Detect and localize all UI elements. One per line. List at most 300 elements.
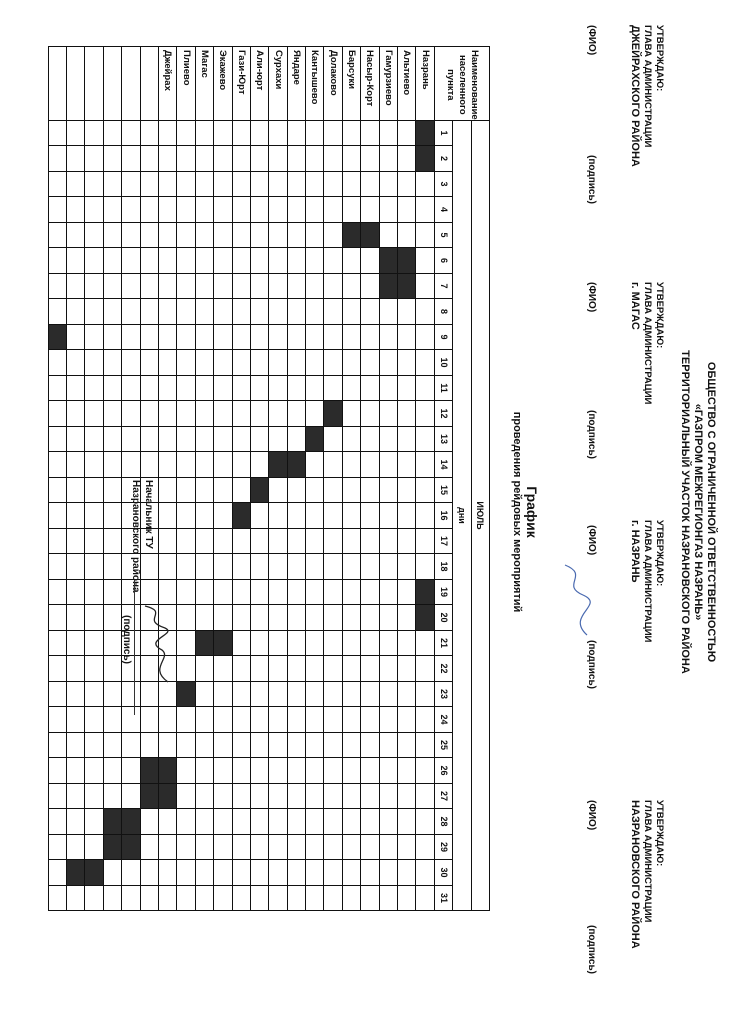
day-cell: [342, 707, 360, 733]
day-cell: [48, 783, 66, 809]
day-cell: [342, 554, 360, 580]
day-cell: [67, 146, 85, 172]
day-cell: [122, 273, 140, 299]
day-cell: [416, 426, 434, 452]
day-cell: [85, 146, 103, 172]
day-cell: [158, 375, 176, 401]
day-cell: [416, 732, 434, 758]
settlement-name: Плиево: [177, 47, 195, 121]
day-number: 30: [434, 860, 452, 886]
day-cell: [195, 809, 213, 835]
day-cell: [67, 248, 85, 274]
day-cell: [324, 324, 342, 350]
day-cell: [361, 426, 379, 452]
day-cell: [269, 197, 287, 223]
day-cell: [269, 248, 287, 274]
day-cell: [361, 758, 379, 784]
day-cell: [103, 146, 121, 172]
day-cell: [67, 197, 85, 223]
day-cell: [250, 630, 268, 656]
day-cell: [232, 350, 250, 376]
day-cell: [67, 477, 85, 503]
settlement-name: Насыр-Корт: [361, 47, 379, 121]
day-cell: [269, 273, 287, 299]
day-cell: [398, 120, 416, 146]
day-cell: [214, 656, 232, 682]
day-cell: [140, 120, 158, 146]
day-cell: [122, 120, 140, 146]
day-cell: [67, 579, 85, 605]
day-cell: [342, 273, 360, 299]
day-cell: [416, 656, 434, 682]
day-cell: [195, 783, 213, 809]
day-cell: [361, 273, 379, 299]
day-cell: [324, 503, 342, 529]
day-cell: [103, 554, 121, 580]
day-cell: [306, 860, 324, 886]
day-cell: [361, 834, 379, 860]
day-cell: [306, 630, 324, 656]
day-cell: [48, 350, 66, 376]
day-cell: [48, 809, 66, 835]
day-cell: [361, 656, 379, 682]
day-cell: [158, 171, 176, 197]
day-number: 31: [434, 885, 452, 911]
day-cell: [379, 605, 397, 631]
day-cell: [67, 222, 85, 248]
day-cell: [67, 299, 85, 325]
approval-place: г. НАЗРАНЬ: [629, 520, 641, 583]
day-cell: [269, 503, 287, 529]
day-cell: [324, 299, 342, 325]
day-cell: [250, 350, 268, 376]
day-cell: [324, 273, 342, 299]
day-cell: [67, 120, 85, 146]
scheduled-cell: [85, 860, 103, 886]
day-cell: [306, 681, 324, 707]
settlement-name: Барсуки: [342, 47, 360, 121]
fio-magas: (ФИО): [586, 282, 597, 313]
day-cell: [195, 299, 213, 325]
day-cell: [103, 885, 121, 911]
day-cell: [324, 171, 342, 197]
day-cell: [416, 503, 434, 529]
day-cell: [306, 707, 324, 733]
day-cell: [140, 426, 158, 452]
day-cell: [195, 375, 213, 401]
day-cell: [85, 579, 103, 605]
chief-title: [129, 480, 155, 593]
table-row: [324, 47, 342, 911]
day-number: 24: [434, 707, 452, 733]
day-cell: [232, 401, 250, 427]
day-cell: [232, 375, 250, 401]
document-title: График: [524, 486, 540, 538]
day-cell: [214, 605, 232, 631]
day-cell: [214, 732, 232, 758]
day-cell: [306, 528, 324, 554]
day-cell: [361, 528, 379, 554]
day-cell: [306, 248, 324, 274]
day-cell: [379, 681, 397, 707]
table-row: [48, 47, 66, 911]
day-cell: [324, 197, 342, 223]
day-cell: [361, 503, 379, 529]
day-cell: [361, 375, 379, 401]
chief-line-2: Назрановского района: [130, 480, 141, 593]
day-cell: [342, 299, 360, 325]
day-cell: [287, 171, 305, 197]
day-cell: [361, 146, 379, 172]
day-cell: [85, 171, 103, 197]
day-cell: [324, 426, 342, 452]
day-cell: [67, 707, 85, 733]
days-header: дни: [453, 120, 471, 911]
day-cell: [324, 477, 342, 503]
day-cell: [67, 350, 85, 376]
day-cell: [158, 554, 176, 580]
day-cell: [269, 860, 287, 886]
day-cell: [342, 426, 360, 452]
day-cell: [416, 401, 434, 427]
day-cell: [232, 605, 250, 631]
day-cell: [67, 783, 85, 809]
day-cell: [306, 452, 324, 478]
day-cell: [122, 860, 140, 886]
scheduled-cell: [342, 222, 360, 248]
day-cell: [269, 146, 287, 172]
day-cell: [379, 860, 397, 886]
day-cell: [85, 681, 103, 707]
day-cell: [177, 197, 195, 223]
day-cell: [324, 452, 342, 478]
day-cell: [214, 146, 232, 172]
scheduled-cell: [48, 324, 66, 350]
day-cell: [85, 885, 103, 911]
day-cell: [342, 834, 360, 860]
table-row: [269, 47, 287, 911]
day-cell: [140, 197, 158, 223]
day-number: 12: [434, 401, 452, 427]
day-cell: [48, 503, 66, 529]
day-cell: [140, 299, 158, 325]
day-cell: [379, 885, 397, 911]
day-cell: [122, 299, 140, 325]
day-cell: [269, 299, 287, 325]
day-cell: [158, 707, 176, 733]
day-cell: [232, 299, 250, 325]
day-cell: [85, 503, 103, 529]
day-number: 8: [434, 299, 452, 325]
table-row: [287, 47, 305, 911]
day-cell: [67, 809, 85, 835]
day-number: 15: [434, 477, 452, 503]
day-cell: [122, 146, 140, 172]
day-cell: [398, 758, 416, 784]
day-cell: [416, 783, 434, 809]
settlement-name: [140, 47, 158, 121]
day-cell: [214, 681, 232, 707]
day-cell: [232, 222, 250, 248]
day-cell: [416, 273, 434, 299]
day-cell: [103, 171, 121, 197]
day-cell: [306, 324, 324, 350]
day-number: 17: [434, 528, 452, 554]
day-cell: [342, 579, 360, 605]
day-cell: [342, 630, 360, 656]
approval-magas: [629, 282, 665, 472]
day-cell: [85, 350, 103, 376]
day-cell: [177, 171, 195, 197]
day-cell: [269, 426, 287, 452]
table-row: [250, 47, 268, 911]
day-cell: [214, 809, 232, 835]
day-cell: [379, 324, 397, 350]
day-cell: [306, 299, 324, 325]
day-cell: [214, 120, 232, 146]
day-cell: [177, 477, 195, 503]
sign-dzheyrakh: (подпись): [586, 155, 597, 204]
approval-role: ГЛАВА АДМИНИСТРАЦИИ: [642, 282, 653, 405]
day-cell: [398, 554, 416, 580]
day-cell: [158, 452, 176, 478]
day-number: 9: [434, 324, 452, 350]
chief-line-1: Начальник ТУ: [143, 480, 154, 549]
day-cell: [122, 426, 140, 452]
day-cell: [287, 860, 305, 886]
day-cell: [140, 885, 158, 911]
day-cell: [214, 783, 232, 809]
day-cell: [416, 350, 434, 376]
day-number: 25: [434, 732, 452, 758]
day-cell: [195, 426, 213, 452]
day-cell: [48, 171, 66, 197]
day-cell: [232, 324, 250, 350]
day-cell: [379, 758, 397, 784]
day-cell: [379, 197, 397, 223]
day-cell: [416, 528, 434, 554]
day-number: 5: [434, 222, 452, 248]
sign-magas: (подпись): [586, 410, 597, 459]
day-cell: [195, 605, 213, 631]
day-cell: [232, 120, 250, 146]
day-cell: [416, 299, 434, 325]
day-cell: [416, 860, 434, 886]
approval-place: г. МАГАС: [629, 282, 641, 330]
day-cell: [269, 477, 287, 503]
day-number: 27: [434, 783, 452, 809]
day-cell: [48, 273, 66, 299]
day-cell: [140, 834, 158, 860]
day-cell: [416, 477, 434, 503]
fio-dzheyrakh: (ФИО): [586, 25, 597, 56]
day-cell: [195, 656, 213, 682]
day-cell: [67, 732, 85, 758]
day-cell: [177, 707, 195, 733]
day-cell: [250, 528, 268, 554]
settlement-name: Яндаре: [287, 47, 305, 121]
day-cell: [250, 885, 268, 911]
day-cell: [269, 783, 287, 809]
day-cell: [306, 503, 324, 529]
day-cell: [324, 732, 342, 758]
day-number: 13: [434, 426, 452, 452]
day-number: 10: [434, 350, 452, 376]
day-cell: [379, 375, 397, 401]
day-cell: [158, 834, 176, 860]
day-cell: [416, 248, 434, 274]
day-cell: [269, 324, 287, 350]
day-cell: [324, 528, 342, 554]
day-cell: [177, 783, 195, 809]
day-cell: [361, 783, 379, 809]
day-cell: [122, 783, 140, 809]
day-cell: [48, 630, 66, 656]
day-cell: [398, 477, 416, 503]
day-cell: [158, 222, 176, 248]
day-number: 14: [434, 452, 452, 478]
day-cell: [324, 885, 342, 911]
day-cell: [177, 146, 195, 172]
scheduled-cell: [269, 452, 287, 478]
day-cell: [48, 707, 66, 733]
day-cell: [85, 222, 103, 248]
day-cell: [158, 324, 176, 350]
day-cell: [85, 401, 103, 427]
scheduled-cell: [416, 579, 434, 605]
day-cell: [140, 171, 158, 197]
table-row: [342, 47, 360, 911]
day-cell: [214, 324, 232, 350]
day-cell: [324, 554, 342, 580]
day-cell: [342, 605, 360, 631]
day-cell: [48, 477, 66, 503]
day-cell: [140, 273, 158, 299]
day-cell: [158, 248, 176, 274]
day-cell: [177, 248, 195, 274]
settlement-name: Али-юрт: [250, 47, 268, 121]
day-cell: [67, 758, 85, 784]
day-cell: [232, 554, 250, 580]
scheduled-cell: [67, 860, 85, 886]
settlement-name: Сурхахи: [269, 47, 287, 121]
day-cell: [122, 732, 140, 758]
day-cell: [250, 401, 268, 427]
table-row: [103, 47, 121, 911]
chief-sign-label: (подпись): [121, 615, 132, 664]
day-number: 11: [434, 375, 452, 401]
day-cell: [177, 452, 195, 478]
day-cell: [48, 605, 66, 631]
day-cell: [103, 273, 121, 299]
scheduled-cell: [103, 834, 121, 860]
day-cell: [195, 554, 213, 580]
day-cell: [342, 681, 360, 707]
day-cell: [324, 783, 342, 809]
day-cell: [85, 426, 103, 452]
scheduled-cell: [361, 222, 379, 248]
day-cell: [398, 809, 416, 835]
day-cell: [85, 834, 103, 860]
day-cell: [214, 222, 232, 248]
day-cell: [214, 426, 232, 452]
org-line-1: ОБЩЕСТВО С ОГРАНИЧЕННОЙ ОТВЕТСТВЕННОСТЬЮ: [705, 361, 717, 663]
day-cell: [269, 375, 287, 401]
day-cell: [85, 707, 103, 733]
approval-role: ГЛАВА АДМИНИСТРАЦИИ: [642, 25, 653, 148]
day-cell: [287, 477, 305, 503]
scheduled-cell: [140, 783, 158, 809]
day-cell: [85, 248, 103, 274]
day-cell: [48, 732, 66, 758]
day-cell: [122, 758, 140, 784]
day-cell: [232, 528, 250, 554]
day-cell: [103, 477, 121, 503]
table-row: [195, 47, 213, 911]
day-cell: [379, 809, 397, 835]
day-cell: [379, 426, 397, 452]
day-cell: [342, 885, 360, 911]
day-cell: [232, 681, 250, 707]
day-cell: [250, 732, 268, 758]
day-cell: [306, 758, 324, 784]
day-cell: [195, 707, 213, 733]
scheduled-cell: [140, 758, 158, 784]
day-cell: [67, 656, 85, 682]
day-cell: [67, 452, 85, 478]
day-cell: [48, 452, 66, 478]
day-cell: [158, 503, 176, 529]
day-cell: [324, 758, 342, 784]
day-cell: [103, 350, 121, 376]
day-cell: [306, 401, 324, 427]
day-cell: [306, 120, 324, 146]
day-cell: [287, 426, 305, 452]
day-cell: [250, 375, 268, 401]
day-cell: [214, 375, 232, 401]
day-cell: [250, 809, 268, 835]
day-cell: [324, 605, 342, 631]
settlement-name: [67, 47, 85, 121]
day-cell: [67, 681, 85, 707]
day-cell: [232, 783, 250, 809]
scheduled-cell: [398, 248, 416, 274]
org-line-2: «ГАЗПРОМ МЕЖРЕГИОНГАЗ НАЗРАНЬ»: [692, 403, 704, 621]
day-cell: [67, 885, 85, 911]
approval-label: УТВЕРЖДАЮ:: [654, 520, 665, 587]
day-cell: [250, 197, 268, 223]
day-cell: [85, 630, 103, 656]
day-cell: [140, 222, 158, 248]
day-cell: [232, 579, 250, 605]
day-cell: [195, 885, 213, 911]
scheduled-cell: [416, 146, 434, 172]
day-cell: [361, 324, 379, 350]
day-cell: [379, 146, 397, 172]
day-cell: [177, 528, 195, 554]
day-cell: [379, 732, 397, 758]
day-cell: [269, 401, 287, 427]
approval-label: УТВЕРЖДАЮ:: [654, 25, 665, 92]
day-cell: [379, 656, 397, 682]
day-cell: [103, 401, 121, 427]
day-cell: [48, 248, 66, 274]
day-cell: [67, 605, 85, 631]
day-number: 19: [434, 579, 452, 605]
sign-nazran: (подпись): [586, 640, 597, 689]
day-cell: [269, 732, 287, 758]
day-cell: [48, 197, 66, 223]
